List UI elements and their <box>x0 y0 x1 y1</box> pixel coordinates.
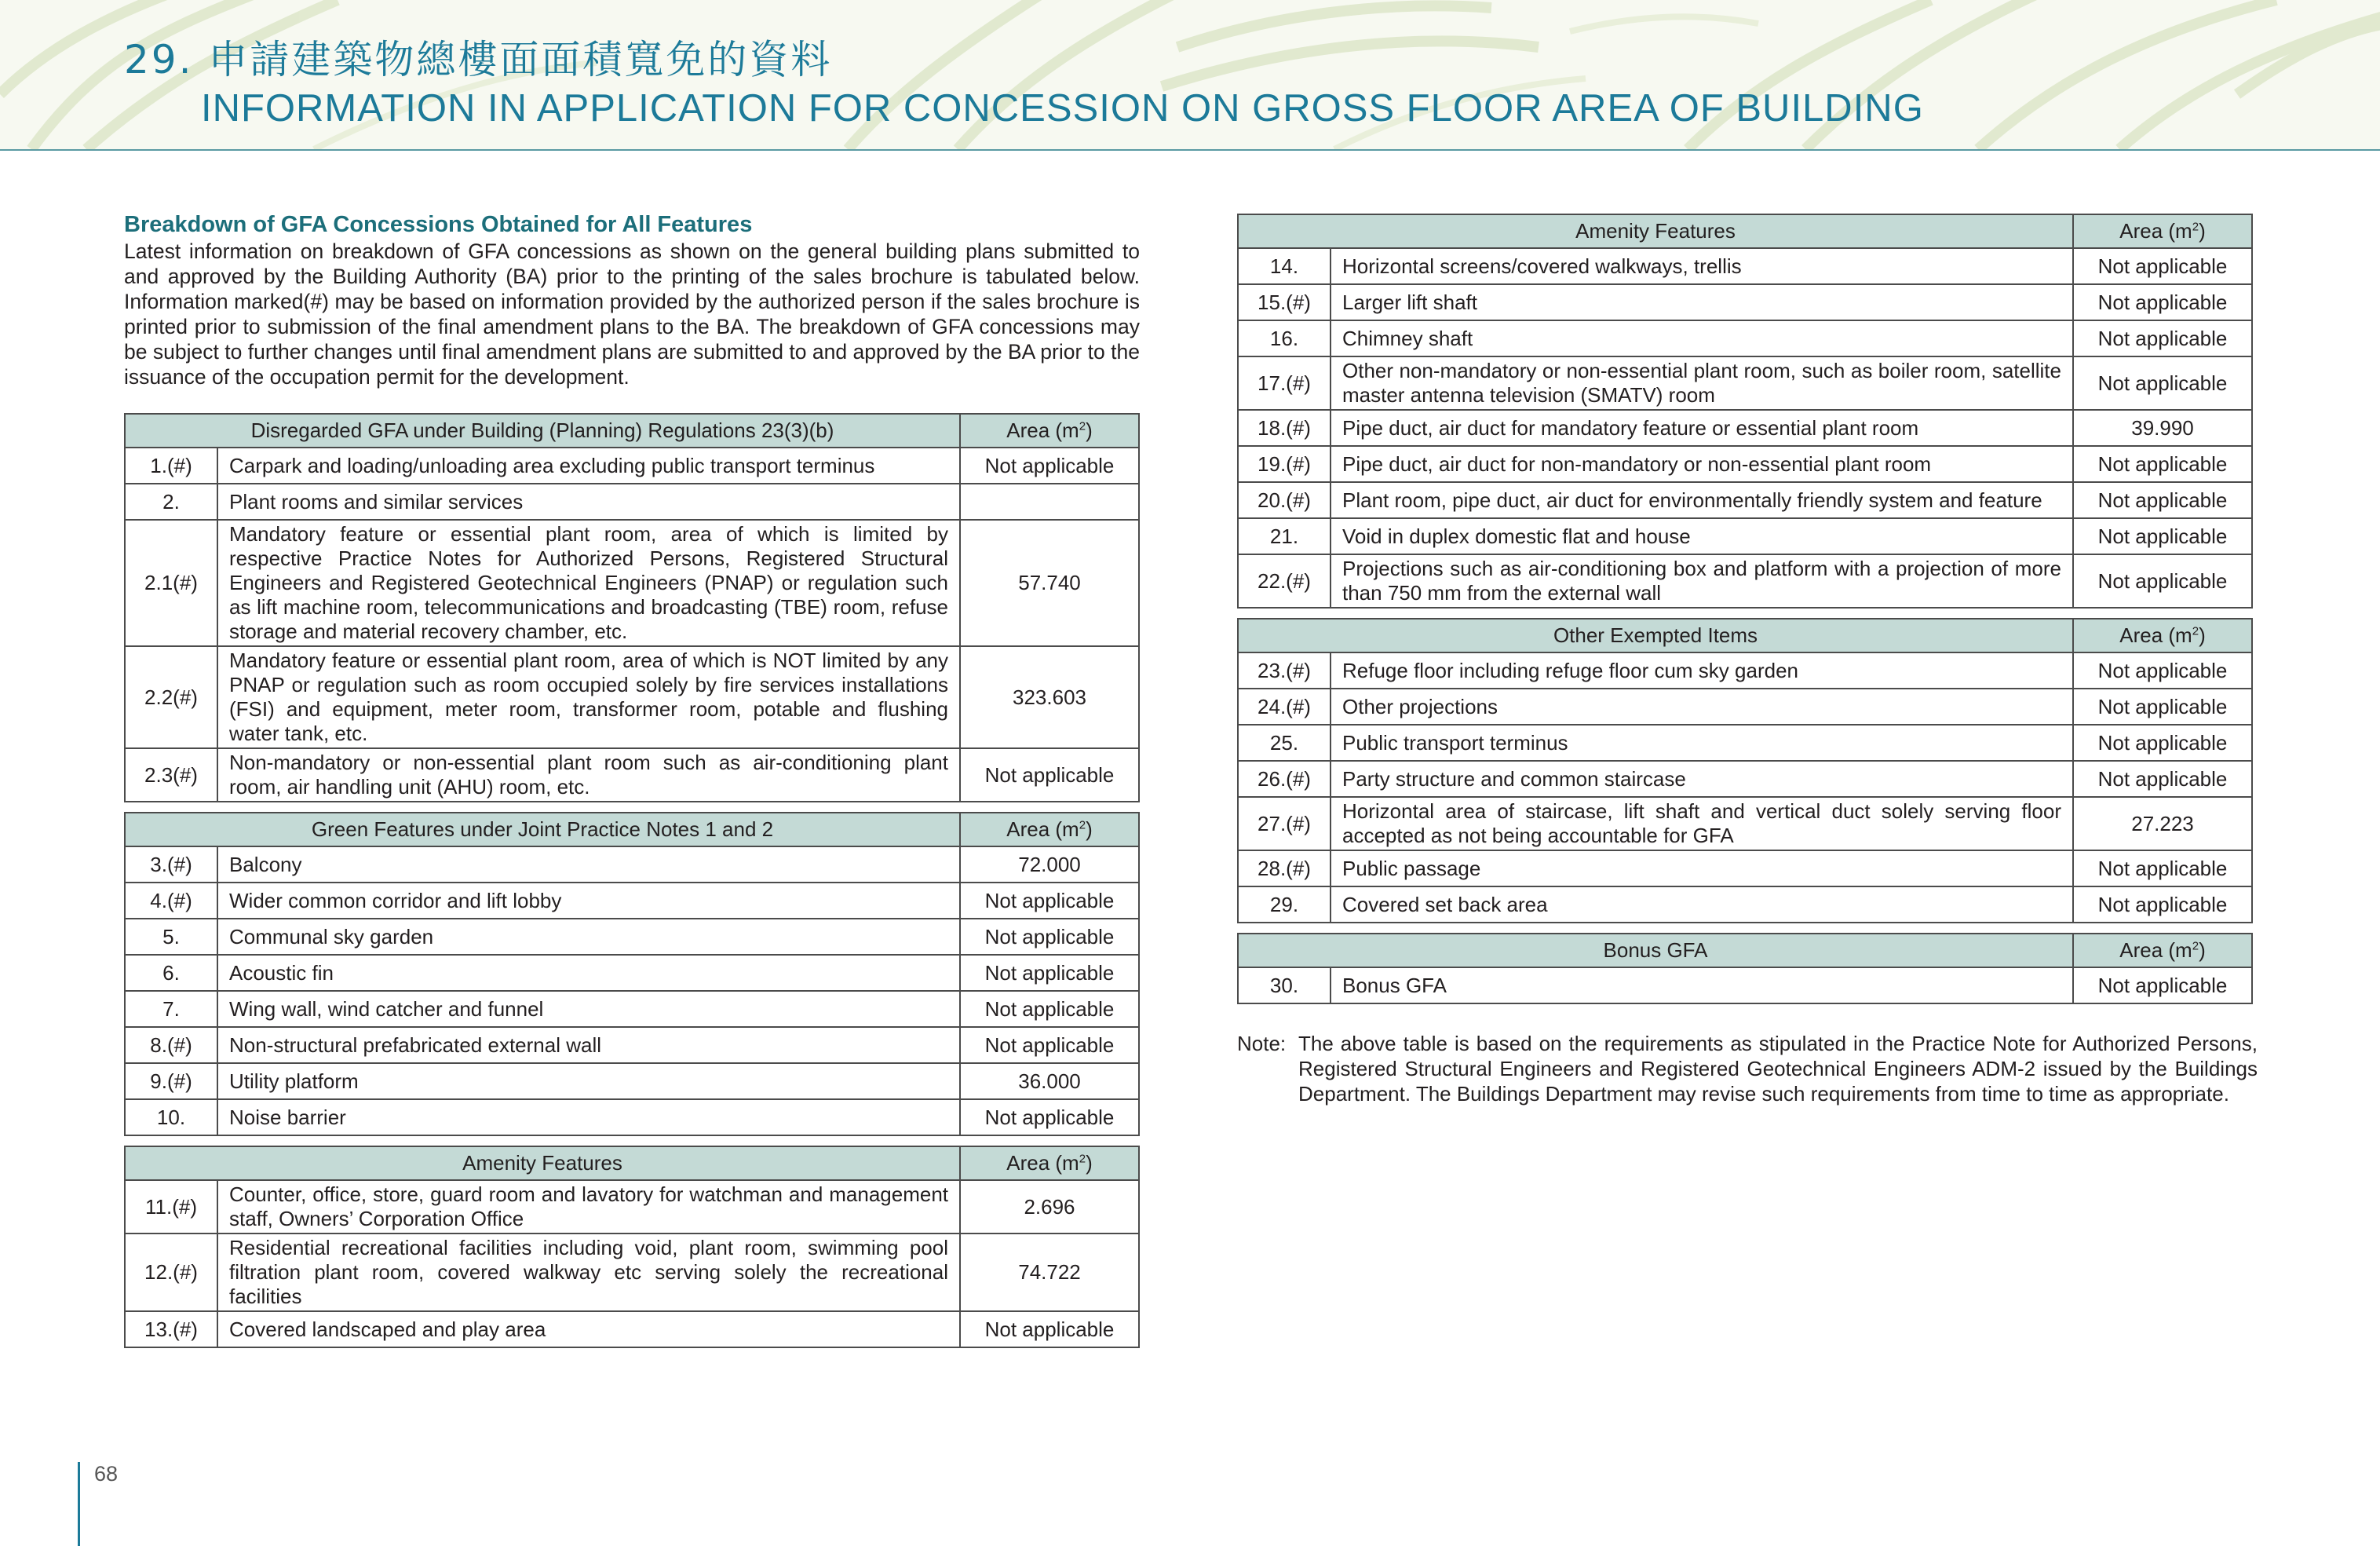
area-header-superscript: 2 <box>2192 624 2199 638</box>
item-description: Plant rooms and similar services <box>217 484 960 520</box>
item-description: Pipe duct, air duct for mandatory feature or essential plant room <box>1331 410 2073 446</box>
area-header-close: ) <box>2199 219 2206 243</box>
table-header-row <box>1238 619 2252 652</box>
item-description: Utility platform <box>217 1063 960 1099</box>
table-row <box>125 991 1139 1027</box>
item-description: Acoustic fin <box>217 955 960 991</box>
item-number: 30. <box>1238 967 1331 1003</box>
table-row <box>1238 652 2252 689</box>
item-area: 57.740 <box>960 520 1139 646</box>
item-area: Not applicable <box>960 919 1139 955</box>
table-row <box>125 646 1139 748</box>
item-description: Refuge floor including refuge floor cum sky garden <box>1331 652 2073 689</box>
area-header-label: Area (m <box>1006 817 1079 841</box>
table-row <box>1238 967 2252 1003</box>
area-header-label: Area (m <box>2119 938 2192 962</box>
section-title-english: INFORMATION IN APPLICATION FOR CONCESSION ON GROSS FLOOR AREA OF BUILDING <box>201 87 1924 130</box>
item-number: 9.(#) <box>125 1063 217 1099</box>
item-number: 25. <box>1238 725 1331 761</box>
area-column-header <box>960 414 1139 448</box>
item-description: Non-structural prefabricated external wall <box>217 1027 960 1063</box>
item-description: Balcony <box>217 846 960 883</box>
item-description: Wing wall, wind catcher and funnel <box>217 991 960 1027</box>
table-row <box>1238 320 2252 356</box>
item-number: 21. <box>1238 518 1331 554</box>
table-row <box>1238 689 2252 725</box>
item-number: 1.(#) <box>125 448 217 484</box>
area-header-close: ) <box>2199 938 2206 962</box>
item-number: 18.(#) <box>1238 410 1331 446</box>
item-description: Counter, office, store, guard room and lavatory for watchman and management staff, Owners’ Corporation Office <box>217 1180 960 1234</box>
table-row <box>125 448 1139 484</box>
gfa-table <box>1237 933 2253 1004</box>
item-area: Not applicable <box>2073 356 2252 410</box>
item-description: Horizontal screens/covered walkways, trellis <box>1331 248 2073 284</box>
item-number: 5. <box>125 919 217 955</box>
item-area: Not applicable <box>2073 761 2252 797</box>
table-row <box>1238 410 2252 446</box>
table-row <box>125 955 1139 991</box>
item-number: 11.(#) <box>125 1180 217 1234</box>
item-area: Not applicable <box>2073 725 2252 761</box>
area-column-header <box>2073 934 2252 967</box>
area-header-label: Area (m <box>1006 1151 1079 1175</box>
item-description: Void in duplex domestic flat and house <box>1331 518 2073 554</box>
item-area: Not applicable <box>960 448 1139 484</box>
item-area: 36.000 <box>960 1063 1139 1099</box>
gfa-table <box>124 812 1140 1136</box>
table-row <box>125 1180 1139 1234</box>
table-header-row <box>125 414 1139 448</box>
item-area: Not applicable <box>2073 689 2252 725</box>
left-tables <box>124 413 1140 1348</box>
item-description: Non-mandatory or non-essential plant room such as air-conditioning plant room, air handling unit (AHU) room, etc. <box>217 748 960 802</box>
item-description: Public passage <box>1331 850 2073 886</box>
table-header-row <box>125 813 1139 846</box>
item-area: 27.223 <box>2073 797 2252 850</box>
table-header-row <box>1238 214 2252 248</box>
item-number: 16. <box>1238 320 1331 356</box>
table-row <box>1238 797 2252 850</box>
item-number: 12.(#) <box>125 1234 217 1311</box>
table-row <box>1238 850 2252 886</box>
item-description: Noise barrier <box>217 1099 960 1135</box>
table-row <box>1238 725 2252 761</box>
table-row <box>1238 482 2252 518</box>
item-area: Not applicable <box>2073 482 2252 518</box>
item-description: Carpark and loading/unloading area excluding public transport terminus <box>217 448 960 484</box>
header-divider <box>0 149 2380 151</box>
item-description: Other projections <box>1331 689 2073 725</box>
intro-paragraph: Latest information on breakdown of GFA concessions as shown on the general building plans submitted to and approved by the Building Authority (BA) prior to the printing of the sales brochure is tabulated below. Information marked(#) may be based on information provided by the authorized person if the sales brochure is printed prior to submission of the final amendment plans to the BA. The breakdown of GFA concessions may be subject to further changes until final amendment plans are submitted to and approved by the BA prior to the issuance of the occupation permit for the development. <box>124 239 1140 389</box>
table-row <box>1238 518 2252 554</box>
item-number: 29. <box>1238 886 1331 923</box>
item-description: Bonus GFA <box>1331 967 2073 1003</box>
item-area: Not applicable <box>2073 446 2252 482</box>
table-row <box>1238 248 2252 284</box>
item-number: 6. <box>125 955 217 991</box>
table-title: Amenity Features <box>125 1146 960 1180</box>
item-area: Not applicable <box>960 883 1139 919</box>
area-header-superscript: 2 <box>1079 419 1086 433</box>
item-number: 2. <box>125 484 217 520</box>
item-area: Not applicable <box>2073 652 2252 689</box>
area-column-header <box>960 1146 1139 1180</box>
table-row <box>125 484 1139 520</box>
table-header-row <box>1238 934 2252 967</box>
item-area: Not applicable <box>960 1311 1139 1347</box>
area-column-header <box>960 813 1139 846</box>
note <box>1237 1031 2258 1106</box>
item-description: Chimney shaft <box>1331 320 2073 356</box>
table-title: Disregarded GFA under Building (Planning) Regulations 23(3)(b) <box>125 414 960 448</box>
item-number: 17.(#) <box>1238 356 1331 410</box>
table-title: Other Exempted Items <box>1238 619 2073 652</box>
note-text: The above table is based on the requirements as stipulated in the Practice Note for Authorized Persons, Registered Structural Engineers and Registered Geotechnical Engineers ADM-2 issued by the Buildings Department. The Buildings Department may revise such requirements from time to time as appropriate. <box>1298 1032 2258 1106</box>
area-column-header <box>2073 214 2252 248</box>
item-number: 3.(#) <box>125 846 217 883</box>
item-description: Projections such as air-conditioning box and platform with a projection of more than 750 mm from the external wall <box>1331 554 2073 608</box>
page-number: 68 <box>94 1462 119 1486</box>
item-area: Not applicable <box>960 1027 1139 1063</box>
table-title: Amenity Features <box>1238 214 2073 248</box>
table-row <box>1238 446 2252 482</box>
item-area: 74.722 <box>960 1234 1139 1311</box>
item-number: 2.1(#) <box>125 520 217 646</box>
item-number: 15.(#) <box>1238 284 1331 320</box>
item-area: Not applicable <box>2073 886 2252 923</box>
item-area: Not applicable <box>2073 248 2252 284</box>
area-header-superscript: 2 <box>1079 818 1086 832</box>
right-tables <box>1237 214 2253 1004</box>
item-number: 8.(#) <box>125 1027 217 1063</box>
footer-divider <box>78 1462 80 1546</box>
item-area: Not applicable <box>960 955 1139 991</box>
table-header-row <box>125 1146 1139 1180</box>
item-number: 2.3(#) <box>125 748 217 802</box>
item-description: Larger lift shaft <box>1331 284 2073 320</box>
note-label: Note: <box>1237 1032 1287 1055</box>
table-title: Bonus GFA <box>1238 934 2073 967</box>
table-row <box>1238 761 2252 797</box>
item-description: Covered landscaped and play area <box>217 1311 960 1347</box>
item-number: 28.(#) <box>1238 850 1331 886</box>
item-number: 14. <box>1238 248 1331 284</box>
area-header-superscript: 2 <box>1079 1152 1086 1166</box>
item-area: 323.603 <box>960 646 1139 748</box>
item-number: 10. <box>125 1099 217 1135</box>
item-area: 72.000 <box>960 846 1139 883</box>
item-number: 23.(#) <box>1238 652 1331 689</box>
item-description: Other non-mandatory or non-essential plant room, such as boiler room, satellite master antenna television (SMATV) room <box>1331 356 2073 410</box>
item-number: 24.(#) <box>1238 689 1331 725</box>
item-number: 19.(#) <box>1238 446 1331 482</box>
area-header-close: ) <box>2199 623 2206 647</box>
item-description: Horizontal area of staircase, lift shaft and vertical duct solely serving floor accepted as not being accountable for GFA <box>1331 797 2073 850</box>
table-row <box>1238 554 2252 608</box>
gfa-table <box>1237 214 2253 609</box>
area-header-superscript: 2 <box>2192 939 2199 953</box>
item-area: Not applicable <box>960 991 1139 1027</box>
item-number: 2.2(#) <box>125 646 217 748</box>
table-title: Green Features under Joint Practice Notes 1 and 2 <box>125 813 960 846</box>
area-header-close: ) <box>1086 1151 1093 1175</box>
item-description: Wider common corridor and lift lobby <box>217 883 960 919</box>
item-area: Not applicable <box>2073 554 2252 608</box>
gfa-table <box>1237 618 2253 923</box>
area-header-label: Area (m <box>1006 418 1079 442</box>
table-row <box>125 520 1139 646</box>
item-number: 7. <box>125 991 217 1027</box>
item-description: Mandatory feature or essential plant room, area of which is NOT limited by any PNAP or regulation such as room occupied solely by fire services installations (FSI) and equipment, meter room, transformer room, potable and flushing water tank, etc. <box>217 646 960 748</box>
item-area: Not applicable <box>960 748 1139 802</box>
gfa-table <box>124 413 1140 802</box>
item-number: 22.(#) <box>1238 554 1331 608</box>
item-description: Party structure and common staircase <box>1331 761 2073 797</box>
table-row <box>125 1099 1139 1135</box>
section-title-chinese: 29. 申請建築物總樓面面積寬免的資料 <box>124 37 833 82</box>
item-description: Plant room, pipe duct, air duct for environmentally friendly system and feature <box>1331 482 2073 518</box>
table-row <box>125 1063 1139 1099</box>
table-row <box>125 1234 1139 1311</box>
table-row <box>125 883 1139 919</box>
item-area: Not applicable <box>2073 320 2252 356</box>
item-number: 13.(#) <box>125 1311 217 1347</box>
page-header <box>0 0 2380 151</box>
area-column-header <box>2073 619 2252 652</box>
table-row <box>125 1027 1139 1063</box>
item-area: 2.696 <box>960 1180 1139 1234</box>
item-area: 39.990 <box>2073 410 2252 446</box>
area-header-close: ) <box>1086 418 1093 442</box>
item-description: Communal sky garden <box>217 919 960 955</box>
item-area <box>960 484 1139 520</box>
left-column <box>124 210 1140 1358</box>
item-number: 27.(#) <box>1238 797 1331 850</box>
table-row <box>1238 886 2252 923</box>
item-area: Not applicable <box>960 1099 1139 1135</box>
table-row <box>1238 284 2252 320</box>
item-description: Mandatory feature or essential plant room, area of which is limited by respective Practice Notes for Authorized Persons, Registered Structural Engineers and Registered Geotechnical Engineers (PNAP) or regulation such as lift machine room, telecommunications and broadcasting (TBE) room, refuse storage and material recovery chamber, etc. <box>217 520 960 646</box>
item-number: 20.(#) <box>1238 482 1331 518</box>
gfa-table <box>124 1146 1140 1348</box>
area-header-close: ) <box>1086 817 1093 841</box>
item-number: 4.(#) <box>125 883 217 919</box>
item-description: Covered set back area <box>1331 886 2073 923</box>
table-row <box>125 1311 1139 1347</box>
table-row <box>1238 356 2252 410</box>
item-description: Public transport terminus <box>1331 725 2073 761</box>
table-row <box>125 846 1139 883</box>
item-description: Pipe duct, air duct for non-mandatory or non-essential plant room <box>1331 446 2073 482</box>
area-header-label: Area (m <box>2119 219 2192 243</box>
item-description: Residential recreational facilities including void, plant room, swimming pool filtration plant room, covered walkway etc serving solely the recreational facilities <box>217 1234 960 1311</box>
right-column <box>1237 214 2258 1106</box>
area-header-label: Area (m <box>2119 623 2192 647</box>
item-area: Not applicable <box>2073 850 2252 886</box>
table-row <box>125 748 1139 802</box>
item-number: 26.(#) <box>1238 761 1331 797</box>
item-area: Not applicable <box>2073 967 2252 1003</box>
table-row <box>125 919 1139 955</box>
area-header-superscript: 2 <box>2192 220 2199 234</box>
intro-heading: Breakdown of GFA Concessions Obtained for All Features <box>124 212 753 237</box>
item-area: Not applicable <box>2073 518 2252 554</box>
item-area: Not applicable <box>2073 284 2252 320</box>
